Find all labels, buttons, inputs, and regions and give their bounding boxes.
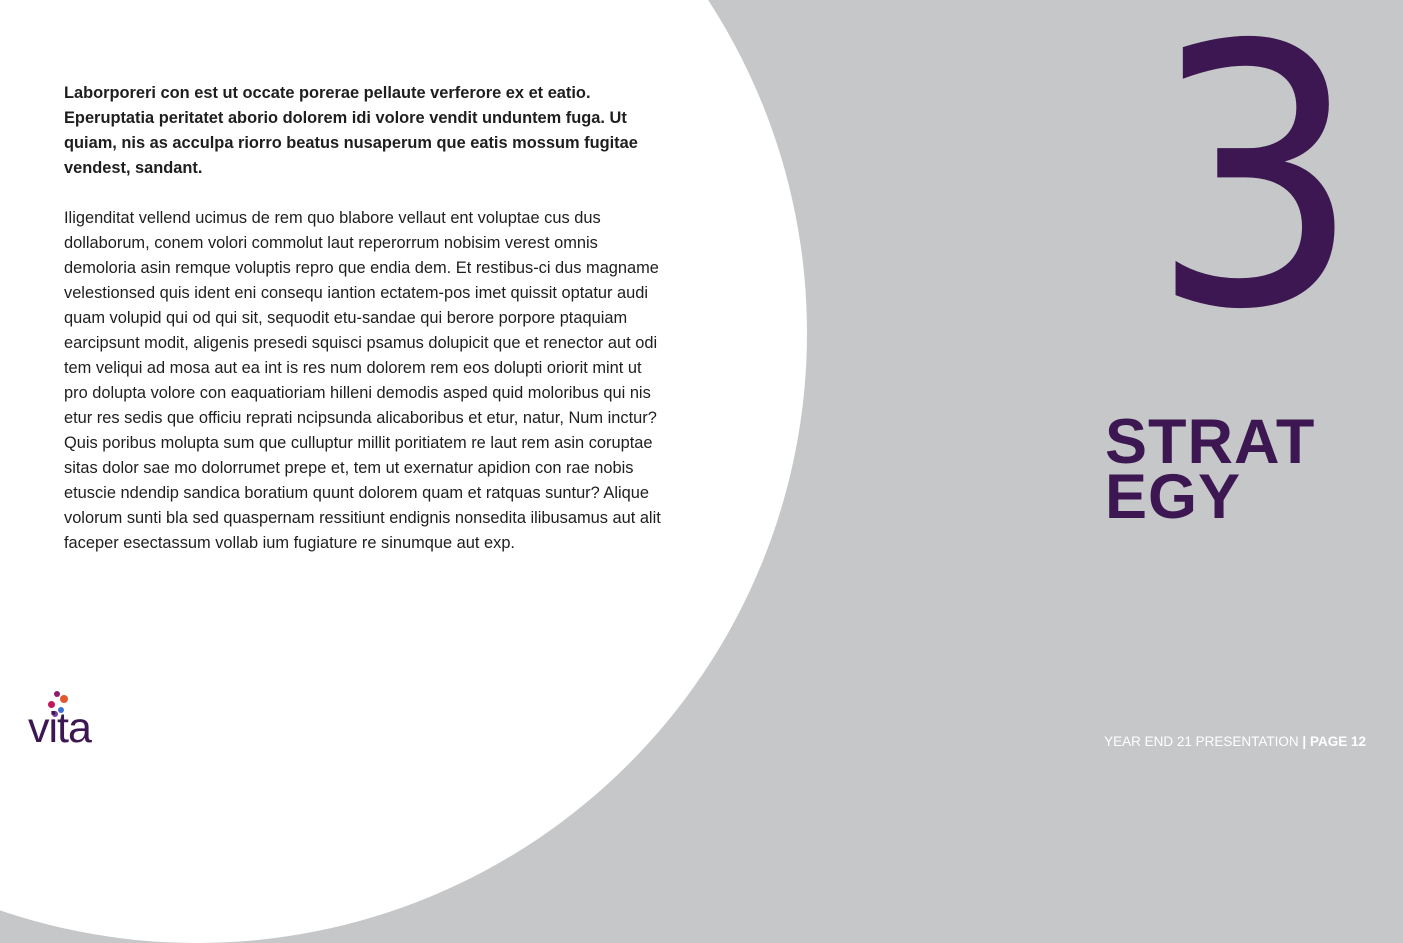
logo-wordmark: vita [28, 704, 91, 752]
section-title-line-2: EGY [1105, 462, 1242, 532]
footer-page-label: PAGE 12 [1309, 734, 1366, 749]
vita-logo [28, 690, 108, 754]
section-number: 3 [1150, 0, 1361, 388]
body-paragraph: Iligenditat vellend ucimus de rem quo blabore vellaut ent voluptae cus dus dollaborum, conem volori commolut laut reperorrum nobisim verest omnis demoloria asin remque voluptis repro que endia dem. Et restibus-ci dus magname velestionsed quis ident eni consequ iantion ectatem-pos imet quissit optatur audi quam volupid qui od qui sit, sequodit etu-sandae qui berore porpore ptaquiam earcipsunt modit, aligenis presedi squisci psamus dolupicit que et renector aut odi tem veliqui ad mosa aut ea int is res num dolorem rem eos dolupti oriorit mint ut pro dolupta volore con eaquatioriam hilleni demodis asped quid moloribus qui nis etur res sedis que officiu reprati ncipsunda alicaboribus et etur, natur, Num inctur? Quis poribus molupta sum que culluptur millit poritiatem re laut rem asin coruptae sitas dolor sae mo dolorrumet prepe et, tem ut exernatur apidion con rae nobis etuscie ndendip sandica boratium quunt dolorem quam et ratquas suntur? Alique volorum sunti bla sed quaspernam ressitiunt endignis nonsedita ilibusamus aut alit faceper esectassum vollab ium fugiature re sinumque aut exp. [64, 209, 661, 552]
logo-dot-orange [60, 695, 68, 703]
footer-presentation-label: YEAR END 21 PRESENTATION [1104, 734, 1299, 749]
text-column [64, 81, 664, 556]
logo-dot-purple [54, 691, 60, 697]
section-title-line-1: STRAT [1105, 407, 1316, 477]
lead-paragraph: Laborporeri con est ut occate porerae pellaute verferore ex et eatio. Eperuptatia peritatet aborio dolorem idi volore vendit unduntem fuga. Ut quiam, nis as acculpa riorro beatus nusaperum que eatis mossum fugitae vendest, sandant. [64, 84, 638, 177]
footer-separator: | [1302, 734, 1307, 749]
footer [1104, 734, 1366, 750]
section-title [1105, 407, 1316, 532]
